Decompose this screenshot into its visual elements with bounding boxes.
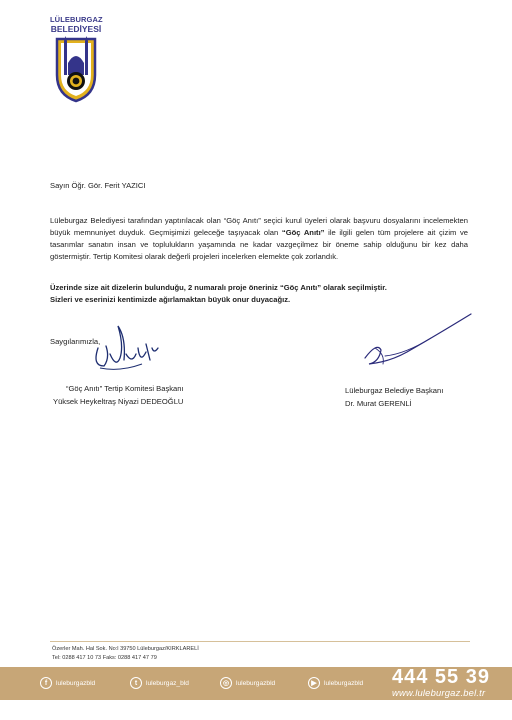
announcement [50, 282, 468, 306]
footer-address-block [52, 645, 199, 663]
logo-line-2: BELEDİYESİ [50, 23, 102, 34]
youtube-handle: luleburgazbld [324, 679, 364, 687]
website-link[interactable]: www.luleburgaz.bel.tr [392, 687, 486, 698]
social-twitter[interactable] [130, 675, 189, 691]
twitter-handle: luleburgaz_bld [146, 679, 189, 687]
footer-divider [50, 641, 470, 642]
left-signatory-name: Yüksek Heykeltraş Niyazi DEDEOĞLU [53, 397, 184, 406]
footer-band [0, 667, 512, 700]
hotline-number: 444 55 39 [392, 666, 490, 688]
closing: Saygılarımızla, [50, 337, 101, 346]
logo-line-1: LÜLEBURGAZ [50, 15, 103, 24]
right-signatory-title: Lüleburgaz Belediye Başkanı [345, 386, 444, 395]
announcement-line-1: Üzerinde size ait dizelerin bulunduğu, 2 numaralı proje öneriniz “Göç Anıtı” olarak seçilmiştir. [50, 283, 387, 292]
letter-paragraph [50, 215, 468, 263]
left-signature [80, 318, 160, 376]
footer-phone-fax: Tel: 0288 417 10 73 Faks: 0288 417 47 79 [52, 655, 157, 661]
facebook-handle: luleburgazbld [56, 679, 96, 687]
paragraph-bold: “Göç Anıtı” [281, 228, 325, 237]
social-facebook[interactable] [40, 675, 95, 691]
social-youtube[interactable] [308, 675, 363, 691]
paragraph-part-1: Lüleburgaz Belediyesi tarafından yaptırılacak olan “Göç Anıtı” seçici kurul üyeleri olarak başvuru dosyalarını incelemekten büyük memnuniyet duyduk. Geçmişimizi geleceğe taşıyacak olan [50, 216, 468, 237]
municipality-logo [50, 16, 102, 104]
announcement-line-2: Sizleri ve eserinizi kentimizde ağırlamaktan büyük onur duyacağız. [50, 295, 291, 304]
paragraph-part-2: ile ilgili gelen tüm projelere ait çizim ve tasarımlar sanatın insan ve toplulukların yaşamında ne kadar vazgeçilmez bir öneme sahip olduğunu bir kez daha göstermiştir. Tertip Komitesi olarak değerli projeleri incelerken elemekte çok zorlandık. [50, 228, 468, 261]
footer-address: Özerler Mah. Hal Sok. No:l 39750 Lüleburgaz/KIRKLARELİ [52, 646, 199, 652]
instagram-handle: luleburgazbld [236, 679, 276, 687]
municipality-emblem-icon [53, 35, 99, 103]
right-signature [355, 308, 475, 378]
right-signatory-name: Dr. Murat GERENLİ [345, 399, 412, 408]
social-instagram[interactable] [220, 675, 275, 691]
youtube-icon: ▶ [308, 677, 320, 689]
facebook-icon: f [40, 677, 52, 689]
left-signatory-title: “Göç Anıtı” Tertip Komitesi Başkanı [66, 384, 184, 393]
instagram-icon: ◎ [220, 677, 232, 689]
salutation: Sayın Öğr. Gör. Ferit YAZICI [50, 181, 146, 190]
twitter-icon: t [130, 677, 142, 689]
